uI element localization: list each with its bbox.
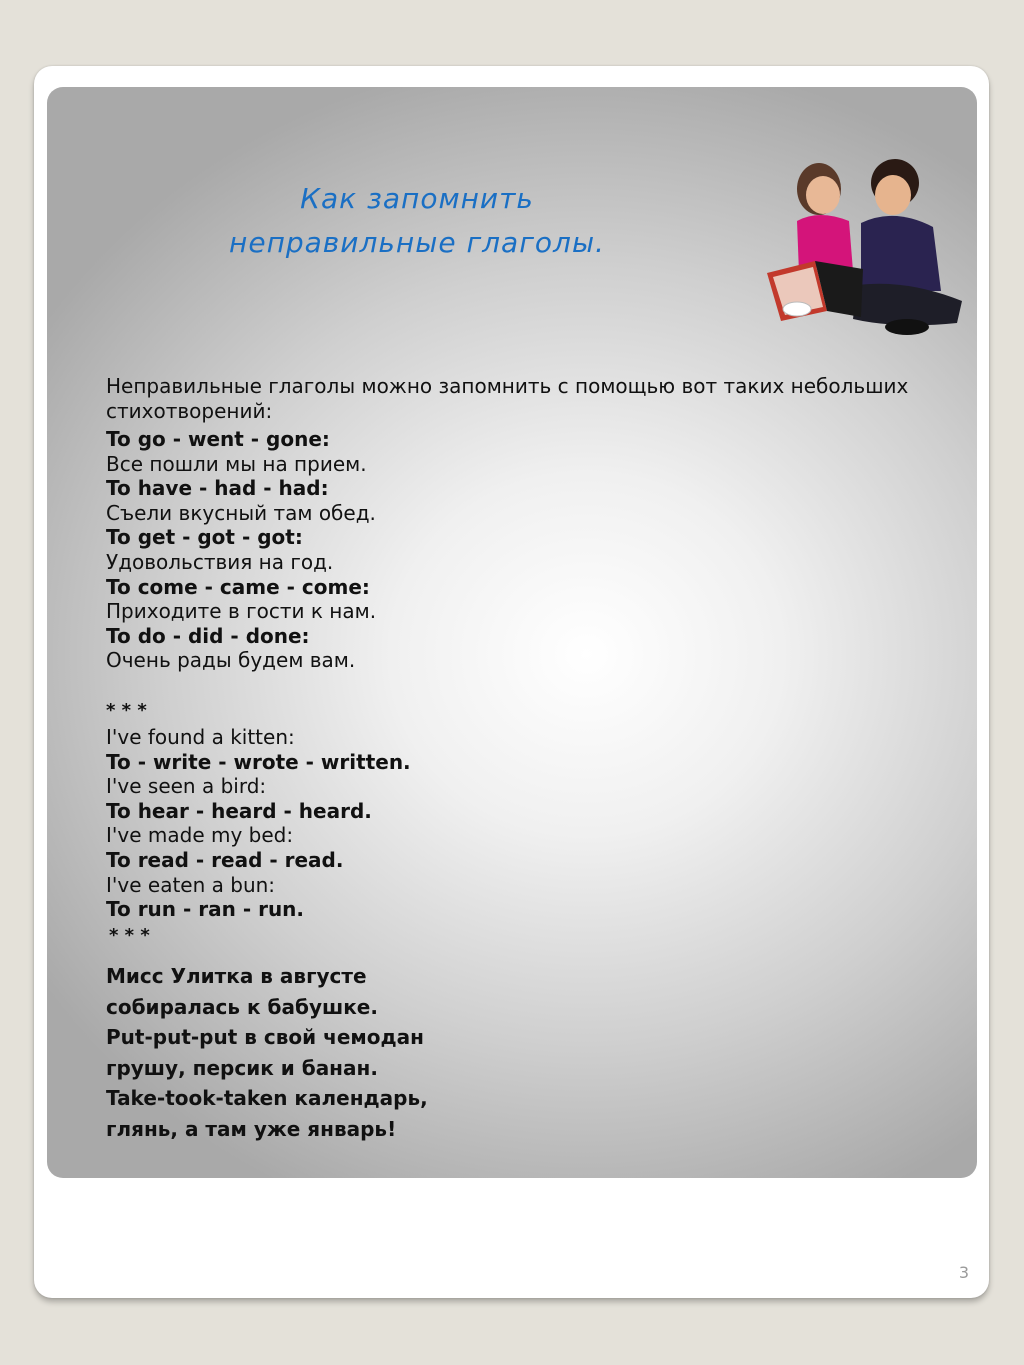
verses-block [106,427,966,950]
slide-title [187,177,647,265]
poem2-line: I've seen a bird: [106,774,267,799]
poem3-line: собиралась к бабушке. [106,994,378,1019]
poem1-line: Удовольствия на год. [106,549,334,574]
poem1-line: To do - did - done: [106,623,310,648]
intro-text: Неправильные глаголы можно запомнить с помощью вот таких небольших стихотворений: [106,374,909,423]
poem2-line: To read - read - read. [106,847,344,872]
poem1-line: Приходите в гости к нам. [106,599,377,624]
poem1-line: Съели вкусный там обед. [106,500,376,525]
poem3-line: грушу, персик и банан. [106,1055,378,1080]
boy-shoe [885,319,929,335]
poem1-line: Очень рады будем вам. [106,648,356,673]
poem3-line: Мисс Улитка в августе [106,964,367,988]
slide [34,66,989,1298]
poem2-line: To hear - heard - heard. [106,798,372,823]
content-panel [47,87,977,1178]
snail-poem [106,961,966,1145]
separator-1: * * * [106,699,147,721]
boy-face [875,175,911,215]
poem1-line: To have - had - had: [106,476,329,501]
poem1-line: To go - went - gone: [106,427,330,451]
poem2-line: To run - ran - run. [106,897,305,922]
poem2-line: To - write - wrote - written. [106,749,411,774]
children-reading-illustration [757,151,967,341]
poem1-line: To get - got - got: [106,525,303,550]
poem3-line: Take-took-taken календарь, [106,1086,428,1111]
poem1-line: Все пошли мы на прием. [106,451,367,476]
separator-2: * * * [109,924,150,946]
poem1-line: To come - came - come: [106,574,370,599]
poem2-line: I've found a kitten: [106,724,295,749]
title-line-2: неправильные глаголы. [229,226,605,259]
poem3-line: Put-put-put в свой чемодан [106,1025,424,1050]
girl-shoe [783,302,811,316]
page-number: 3 [958,1263,969,1282]
poem2-line: I've eaten a bun: [106,872,276,897]
boy-sweater [861,216,941,291]
girl-face [806,176,840,214]
poem3-line: глянь, а там уже январь! [106,1116,397,1141]
poem2-line: I've made my bed: [106,823,294,848]
title-line-1: Как запомнить [300,182,534,215]
